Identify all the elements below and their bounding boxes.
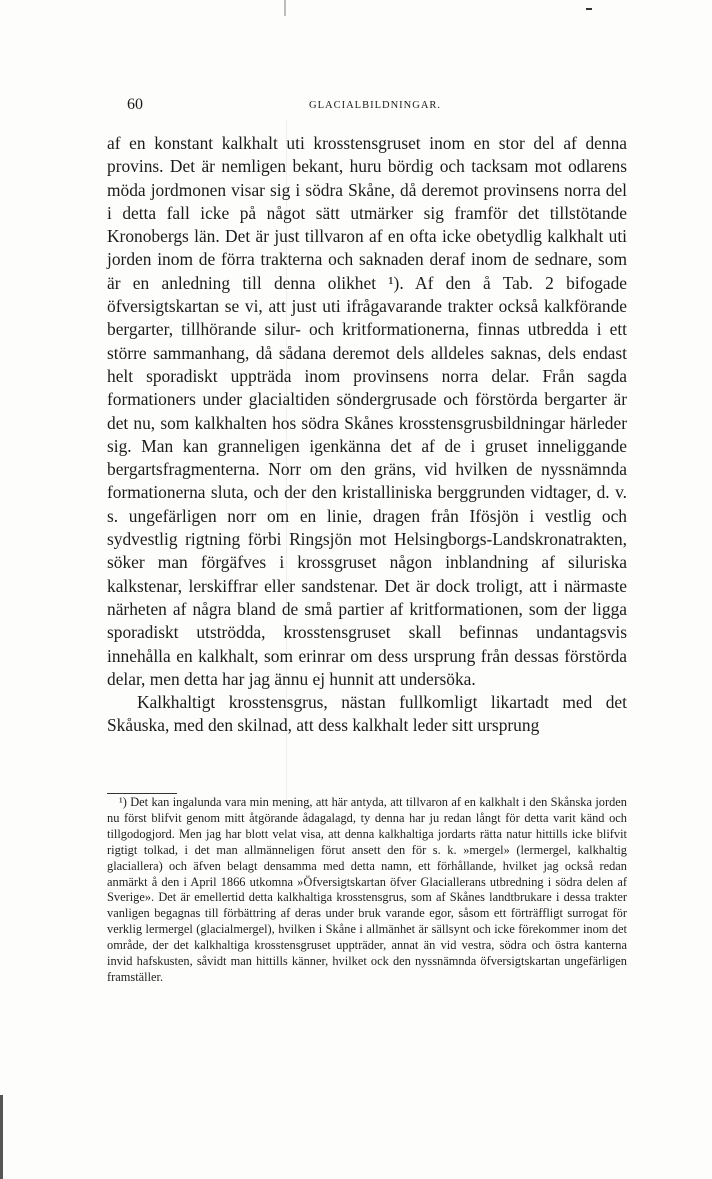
footnote-text: ¹) Det kan ingalunda vara min mening, att här antyda, att tillvaron af en kalkhalt i den Skånska jorden nu först blifvit genom mitt åtgörande ådagalagd, ty denna har ju redan långt för detta varit känd och tillgodogjord. Men jag har blott velat visa, att denna kalkhaltiga jordarts rätta natur hittills icke blifvit rigtigt tolkad, i det man allmänneligen förut ansett den för s. k. »mergel» (lermergel, kalkhaltig glaciallera) och äfven belagt densamma med detta namn, ett förhållande, hvilket jag också redan anmärkt å den i April 1866 utkomna »Öfversigtskartan öfver Glaciallerans utbredning i södra delen af Sverige». Det är emellertid detta kalkhaltiga krosstensgrus, som af Skånes landtbrukare i dessa trakter vanligen begagnas till förbättring af deras under bruk varande egor, såsom ett förträffligt surrogat för verklig lermergel (glacialmergel), hvilken i Skåne i allmänhet är sällsynt och icke förekommer inom det område, der det kalkhaltiga krosstensgruset uppträder, annat än vid vestra, södra och östra kanterna invid hafskusten, såvidt man hittills känner, hvilket ock den nyssnämnda öfversigtskartan ungefärligen framställer. — [107, 795, 627, 984]
running-title: GLACIALBILDNINGAR. — [309, 100, 442, 111]
page-number: 60 — [127, 96, 143, 113]
running-head — [107, 96, 627, 116]
body-paragraph-2: Kalkhaltigt krosstensgrus, nästan fullkomligt likartadt med det Skåuska, med den skilnad, att dess kalkhalt leder sitt ursprung — [107, 692, 627, 736]
scan-mark-top — [284, 0, 286, 16]
scan-mark-right — [586, 8, 592, 10]
body-text — [107, 132, 627, 738]
footnote — [107, 795, 627, 986]
footnote-divider — [107, 793, 177, 794]
page-gutter-edge — [0, 1095, 3, 1179]
body-paragraph-1: af en konstant kalkhalt uti krosstensgruset inom en stor del af denna provins. Det är nemligen bekant, huru bördig och tacksam mot odlarens möda jordmonen visar sig i södra Skåne, då deremot provinsens norra del i detta fall icke på något sätt utmärker sig framför det tillstötande Kronobergs län. Det är just tillvaron af en ofta icke obetydlig kalkhalt uti jorden inom de förra trakterna och saknaden deraf inom de sednare, som är en anledning till denna olikhet ¹). Af den å Tab. 2 bifogade öfversigtskartan se vi, att just uti ifrågavarande trakter också kalkförande bergarter, tillhörande silur- och kritformationerna, finnas utbredda i ett större sammanhang, då sådana deremot dels alldeles saknas, dels endast helt sporadiskt uppträda inom provinsens norra delar. Från sagda formationers under glacialtiden söndergrusade och förstörda bergarter är det nu, som kalkhalten hos södra Skånes krosstensgrusbildningar härleder sig. Man kan granneligen igenkänna det af de i gruset inneliggande bergartsfragmenterna. Norr om den gräns, vid hvilken de nyssnämnda formationerna sluta, och der den kristalliniska berggrunden vidtager, d. v. s. ungefärligen norr om en linie, dragen från Ifösjön i vestlig och sydvestlig rigtning förbi Ringsjön mot Helsingborgs-Landskronatrakten, söker man förgäfves i krossgruset någon inblandning af siluriska kalkstenar, lerskiffrar eller sandstenar. Det är dock troligt, att i närmaste närheten af några bland de små partier af kritformationen, som der ligga sporadiskt utströdda, krosstensgruset skall befinnas undantagsvis innehålla en kalkhalt, som erinrar om dess ursprung från dessas förstörda delar, men detta har jag ännu ej hunnit att undersöka. — [107, 133, 627, 689]
